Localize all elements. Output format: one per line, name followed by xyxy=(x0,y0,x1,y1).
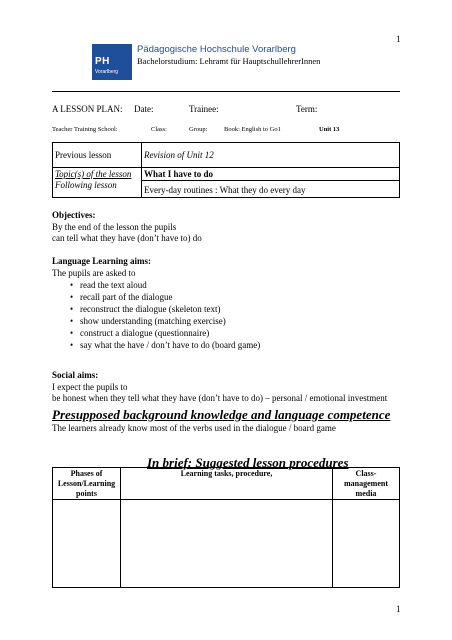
school-name: Pädagogische Hochschule Vorarlberg xyxy=(137,44,296,55)
page-number-bottom: 1 xyxy=(396,604,401,614)
social-aims-line-1: I expect the pupils to xyxy=(52,381,128,392)
list-item: • construct a dialogue (questionnaire) xyxy=(52,327,412,339)
topic-label: Topic(s) of the lesson xyxy=(55,169,132,179)
previous-lesson-label: Previous lesson xyxy=(53,143,142,168)
objectives-section xyxy=(52,210,412,245)
date-label: Date: xyxy=(134,104,154,114)
list-item: • read the text aloud xyxy=(52,279,412,291)
tasks-header: Learning tasks, procedure, xyxy=(121,468,333,500)
class-label: Class: xyxy=(151,126,167,133)
study-program: Bachelorstudium: Lehramt für HauptschullehrerInnen xyxy=(137,56,321,66)
following-value: Every-day routines : What they do every day xyxy=(144,185,306,195)
logo-ph-text: PH xyxy=(95,56,110,67)
social-aims-section xyxy=(52,370,432,405)
list-item: • show understanding (matching exercise) xyxy=(52,315,412,327)
unit-label: Unit 13 xyxy=(319,126,340,133)
tasks-cell xyxy=(121,500,333,588)
phases-header: Phases of Lesson/Learning points xyxy=(53,468,121,500)
header-divider xyxy=(52,91,400,92)
topic-value: What I have to do xyxy=(142,168,399,181)
term-label: Term: xyxy=(296,104,318,114)
training-school-label: Teacher Training School: xyxy=(52,126,118,133)
list-item: • recall part of the dialogue xyxy=(52,291,412,303)
lesson-table xyxy=(52,142,400,198)
logo-sub-text: Vorarlberg xyxy=(95,69,119,75)
social-aims-title: Social aims: xyxy=(52,370,99,380)
list-item: • reconstruct the dialogue (skeleton text) xyxy=(52,303,412,315)
objectives-line-2: can tell what they have (don’t have to) do xyxy=(52,233,202,243)
procedures-table xyxy=(52,467,400,588)
language-aims-title: Language Learning aims: xyxy=(52,256,152,266)
objectives-title: Objectives: xyxy=(52,210,96,220)
trainee-label: Trainee: xyxy=(189,104,219,114)
topic-following-values xyxy=(142,168,400,198)
background-title: Presupposed background knowledge and language competence xyxy=(52,407,391,422)
page-number-top: 1 xyxy=(396,34,401,44)
group-label: Group: xyxy=(189,126,208,133)
background-text: The learners already know most of the verbs used in the dialogue / board game xyxy=(52,423,336,433)
procedures-title: In brief: Suggested lesson procedures xyxy=(147,455,349,470)
book-label: Book: English to Go1 xyxy=(224,126,281,133)
previous-lesson-value: Revision of Unit 12 xyxy=(142,143,400,168)
plan-label: A LESSON PLAN: xyxy=(52,104,123,114)
topic-following-cell xyxy=(53,168,142,198)
social-aims-line-2: be honest when they tell what they have (don’t have to do) – personal / emotional investment xyxy=(52,393,388,403)
objectives-line-1: By the end of the lesson the pupils xyxy=(52,221,177,232)
phases-cell xyxy=(53,500,121,588)
language-aims-list xyxy=(52,279,412,351)
ph-logo xyxy=(92,44,132,80)
following-label: Following lesson xyxy=(55,180,117,190)
list-item: • say what the have / don’t have to do (board game) xyxy=(52,339,412,351)
language-aims-intro: The pupils are asked to xyxy=(52,267,136,278)
language-aims-section xyxy=(52,256,412,351)
management-header: Class-management media xyxy=(333,468,400,500)
management-cell xyxy=(333,500,400,588)
